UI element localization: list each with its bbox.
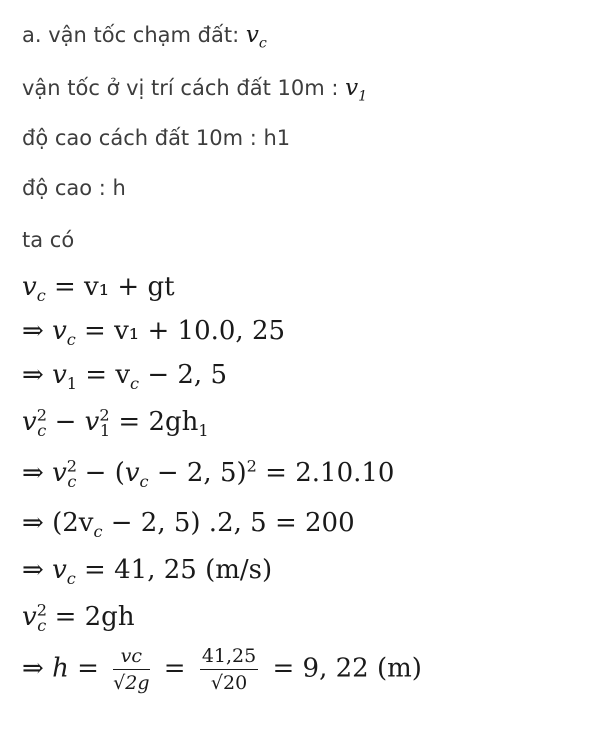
line-impact-velocity: [22, 22, 267, 52]
eq-6: ⇒ ($2v_c - 2$, 5) .2, 5 = 200: [22, 508, 355, 542]
fraction-vc-sqrt2g: $\frac{vc}{√2g}$: [113, 645, 150, 694]
eq-7: ⇒ $v_c = 41$, 25 (m/s): [22, 555, 273, 589]
line-a-text: a. vận tốc chạm đất:: [22, 23, 246, 47]
eq-3: ⇒ $v_1 = v_c - 2$, 5: [22, 360, 227, 394]
line-b-text: vận tốc ở vị trí cách đất 10m :: [22, 76, 346, 100]
line-we-have: ta có: [22, 228, 75, 252]
eq-5: ⇒ $v^2_c - (v_c - 2$, 5)$^2$ = 2.10.10: [22, 456, 395, 492]
eq-9: ⇒ h = $\frac{vc}{√2g}$ = $\frac{41,25}{√20}$ = 9, 22 (m): [22, 645, 422, 694]
eq-1: $v_c = v_1$ + gt: [22, 272, 175, 306]
line-height: độ cao : h: [22, 176, 126, 200]
line-velocity-10m: [22, 75, 368, 105]
eq-4: $v^2_c - v^2_1 = 2gh_1$: [22, 405, 209, 441]
var-v1: $v_1$: [345, 75, 368, 105]
fraction-value: $\frac{41,25}{√20}$: [201, 645, 257, 694]
var-v: $v_c$: [245, 22, 267, 52]
eq-8: $v^2_c = 2gh$: [22, 600, 135, 636]
line-height-10m: độ cao cách đất 10m : h1: [22, 126, 291, 150]
eq-2: ⇒ $v_c = v_1 + 10.0$, 25: [22, 316, 286, 350]
